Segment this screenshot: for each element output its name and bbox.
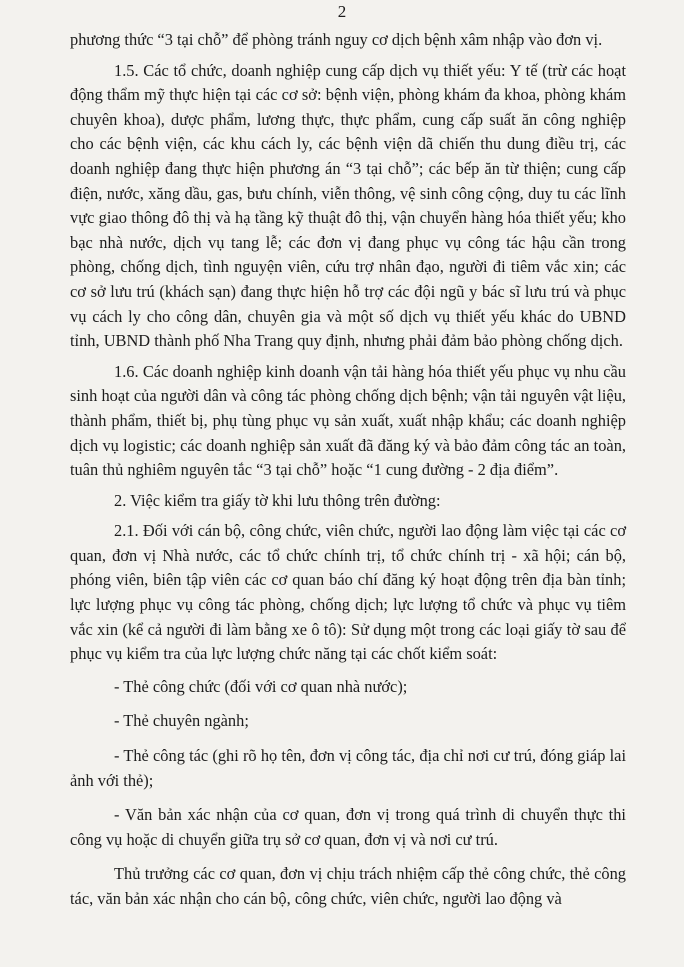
paragraph-2-1: 2.1. Đối với cán bộ, công chức, viên chức, người lao động làm việc tại các cơ quan, đơn vị Nhà nước, các tổ chức chính trị, tổ chức chính trị - xã hội; cán bộ, phóng viên, biên tập viên các cơ quan báo chí đăng ký hoạt động trên địa bàn tỉnh; lực lượng phục vụ công tác phòng, chống dịch; lực lượng tổ chức và phục vụ tiêm vắc xin (kể cả người đi làm bằng xe ô tô): Sử dụng một trong các loại giấy tờ sau để phục vụ kiểm tra của lực lượng chức năng tại các chốt kiểm soát: [70,521,626,664]
list-item-confirmation-document: - Văn bản xác nhận của cơ quan, đơn vị trong quá trình di chuyển thực thi công vụ hoặc di chuyển giữa trụ sở cơ quan, đơn vị và nơi cư trú. [70,805,626,849]
section-heading-2: 2. Việc kiểm tra giấy tờ khi lưu thông trên đường: [114,490,441,510]
paragraph-1-6: 1.6. Các doanh nghiệp kinh doanh vận tải hàng hóa thiết yếu phục vụ nhu cầu sinh hoạt của người dân và công tác phòng chống dịch bệnh; vận tải nguyên vật liệu, thành phẩm, thiết bị, phụ tùng phục vụ sản xuất, xuất nhập khẩu; các doanh nghiệp dịch vụ logistic; các doanh nghiệp sản xuất đã đăng ký và bảo đảm công tác an toàn, tuân thủ nghiêm nguyên tắc “3 tại chỗ” hoặc “1 cung đường - 2 địa điểm”. [70,361,626,480]
paragraph-continuation: phương thức “3 tại chỗ” để phòng tránh nguy cơ dịch bệnh xâm nhập vào đơn vị. [70,30,603,49]
document-body [70,28,626,918]
list-item-specialized-card: - Thẻ chuyên ngành; [114,711,249,731]
paragraph-1-5: 1.5. Các tổ chức, doanh nghiệp cung cấp dịch vụ thiết yếu: Y tế (trừ các hoạt động thẩm mỹ thực hiện tại các cơ sở: bệnh viện, phòng khám đa khoa, phòng khám chuyên khoa), dược phẩm, lương thực, thực phẩm, cung cấp suất ăn công nghiệp cho các bệnh viện, các khu cách ly, các bệnh viện dã chiến thu dung điều trị, các doanh nghiệp đang thực hiện phương án “3 tại chỗ”; các bếp ăn từ thiện; cung cấp điện, nước, xăng dầu, gas, bưu chính, viễn thông, vệ sinh công cộng, duy tu các lĩnh vực giao thông đô thị và hạ tầng kỹ thuật đô thị, vận chuyển hàng hóa thiết yếu; kho bạc nhà nước, dịch vụ tang lễ; các đơn vị đang phục vụ công tác hậu cần trong phòng, chống dịch, tình nguyện viên, cứu trợ nhân đạo, người đi tiêm vắc xin; các cơ sở lưu trú (khách sạn) đang thực hiện hỗ trợ các đội ngũ y bác sĩ lưu trú và phục vụ cách ly cho công dân, chuyên gia và một số dịch vụ thiết yếu khác do UBND tỉnh, UBND thành phố Nha Trang quy định, nhưng phải đảm bảo phòng chống dịch. [70,60,626,351]
page-number: 2 [337,2,347,21]
list-item-civil-servant-card: - Thẻ công chức (đối với cơ quan nhà nước); [114,676,408,696]
list-item-work-card: - Thẻ công tác (ghi rõ họ tên, đơn vị công tác, địa chỉ nơi cư trú, đóng giáp lai ảnh với thẻ); [70,746,626,790]
paragraph-responsibility: Thủ trưởng các cơ quan, đơn vị chịu trách nhiệm cấp thẻ công chức, thẻ công tác, văn bản xác nhận cho cán bộ, công chức, viên chức, người lao động và [70,864,626,908]
